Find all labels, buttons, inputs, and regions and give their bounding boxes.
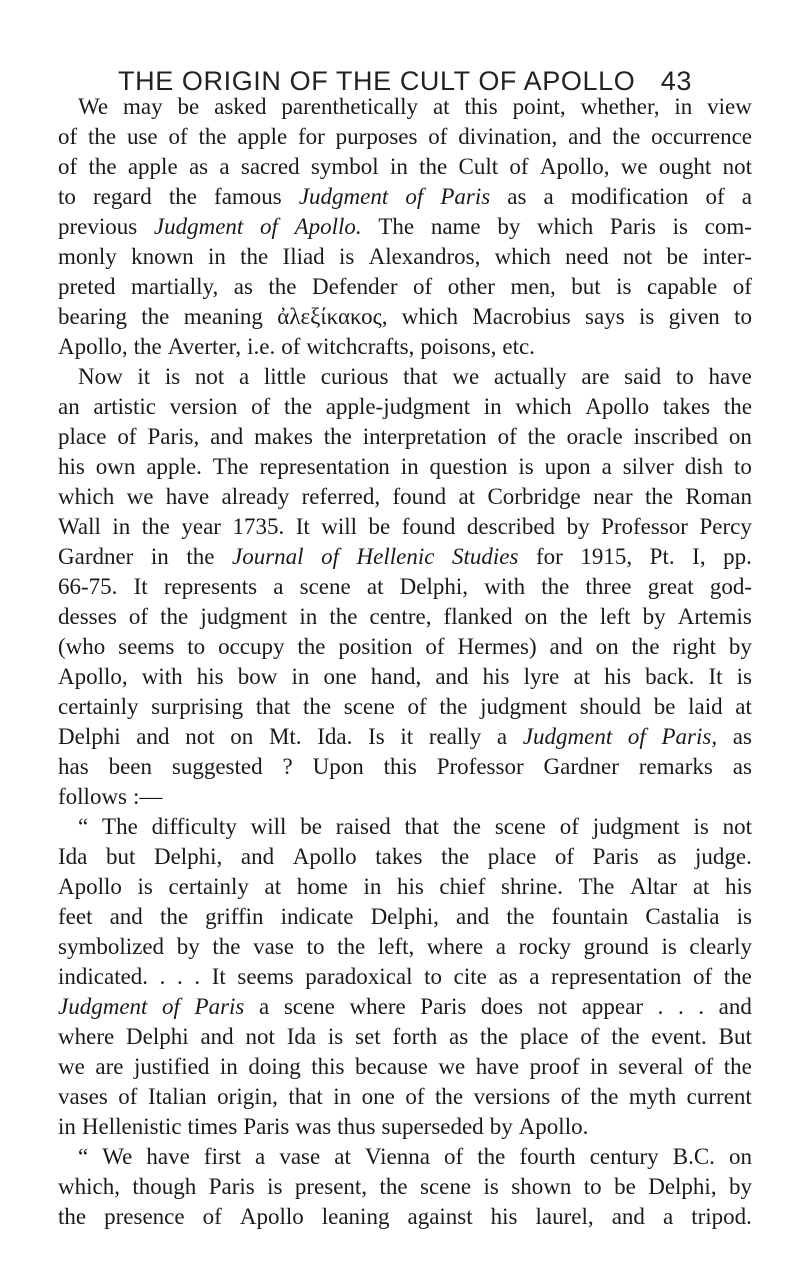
text-line: Apollo, the Averter, i.e. of witchcrafts, poisons, etc. xyxy=(58,334,535,359)
text-line: monly known in the Iliad is Alexandros, which need not be inter- xyxy=(58,244,752,269)
text-line: vases of Italian origin, that in one of the versions of the myth current xyxy=(58,1084,752,1109)
body-text xyxy=(58,92,752,1232)
text-line: in Hellenistic times Paris was thus superseded by Apollo. xyxy=(58,1114,589,1139)
text-line: symbolized by the vase to the left, where a rocky ground is clearly xyxy=(58,934,752,959)
text-line: has been suggested ? Upon this Professor Gardner remarks as xyxy=(58,754,752,779)
running-title: THE ORIGIN OF THE CULT OF APOLLO xyxy=(118,66,636,96)
text-line: Wall in the year 1735. It will be found described by Professor Percy xyxy=(58,514,752,539)
text-line: feet and the griffin indicate Delphi, and the fountain Castalia is xyxy=(58,904,752,929)
text-line: to regard the famous Judgment of Paris as a modification of a xyxy=(58,184,752,209)
text-line: “ We have first a vase at Vienna of the fourth century B.C. on xyxy=(78,1144,752,1169)
text-line: bearing the meaning ἀλεξίκακος, which Macrobius says is given to xyxy=(58,304,752,329)
text-line: previous Judgment of Apollo. The name by which Paris is com- xyxy=(58,214,752,239)
text-line: Gardner in the Journal of Hellenic Studies for 1915, Pt. I, pp. xyxy=(58,544,752,569)
text-line: Ida but Delphi, and Apollo takes the place of Paris as judge. xyxy=(58,844,752,869)
text-line: We may be asked parenthetically at this point, whether, in view xyxy=(78,94,752,119)
text-line: place of Paris, and makes the interpretation of the oracle inscribed on xyxy=(58,424,752,449)
text-line: of the use of the apple for purposes of divination, and the occurrence xyxy=(58,124,752,149)
text-line: where Delphi and not Ida is set forth as the place of the event. But xyxy=(58,1024,752,1049)
text-line: Delphi and not on Mt. Ida. Is it really a Judgment of Paris, as xyxy=(58,724,752,749)
text-line: which we have already referred, found at Corbridge near the Roman xyxy=(58,484,752,509)
text-line: the presence of Apollo leaning against his laurel, and a tripod. xyxy=(58,1204,752,1229)
text-line: Judgment of Paris a scene where Paris does not appear . . . and xyxy=(58,994,752,1019)
text-line: follows :— xyxy=(58,784,163,809)
text-line: (who seems to occupy the position of Hermes) and on the right by xyxy=(58,634,752,659)
text-line: an artistic version of the apple-judgment in which Apollo takes the xyxy=(58,394,752,419)
text-line: of the apple as a sacred symbol in the Cult of Apollo, we ought not xyxy=(58,154,752,179)
text-line: which, though Paris is present, the scene is shown to be Delphi, by xyxy=(58,1174,752,1199)
text-line: indicated. . . . It seems paradoxical to cite as a representation of the xyxy=(58,964,752,989)
text-line: 66-75. It represents a scene at Delphi, with the three great god- xyxy=(58,574,752,599)
text-line: Apollo is certainly at home in his chief shrine. The Altar at his xyxy=(58,874,752,899)
text-line: we are justified in doing this because we have proof in several of the xyxy=(58,1054,752,1079)
page-number: 43 xyxy=(660,66,692,96)
text-line: certainly surprising that the scene of the judgment should be laid at xyxy=(58,694,752,719)
text-line: desses of the judgment in the centre, flanked on the left by Artemis xyxy=(58,604,752,629)
text-line: Apollo, with his bow in one hand, and his lyre at his back. It is xyxy=(58,664,752,689)
text-line: “ The difficulty will be raised that the scene of judgment is not xyxy=(78,814,752,839)
text-line: his own apple. The representation in question is upon a silver dish to xyxy=(58,454,752,479)
text-line: preted martially, as the Defender of other men, but is capable of xyxy=(58,274,752,299)
text-line: Now it is not a little curious that we actually are said to have xyxy=(78,364,752,389)
